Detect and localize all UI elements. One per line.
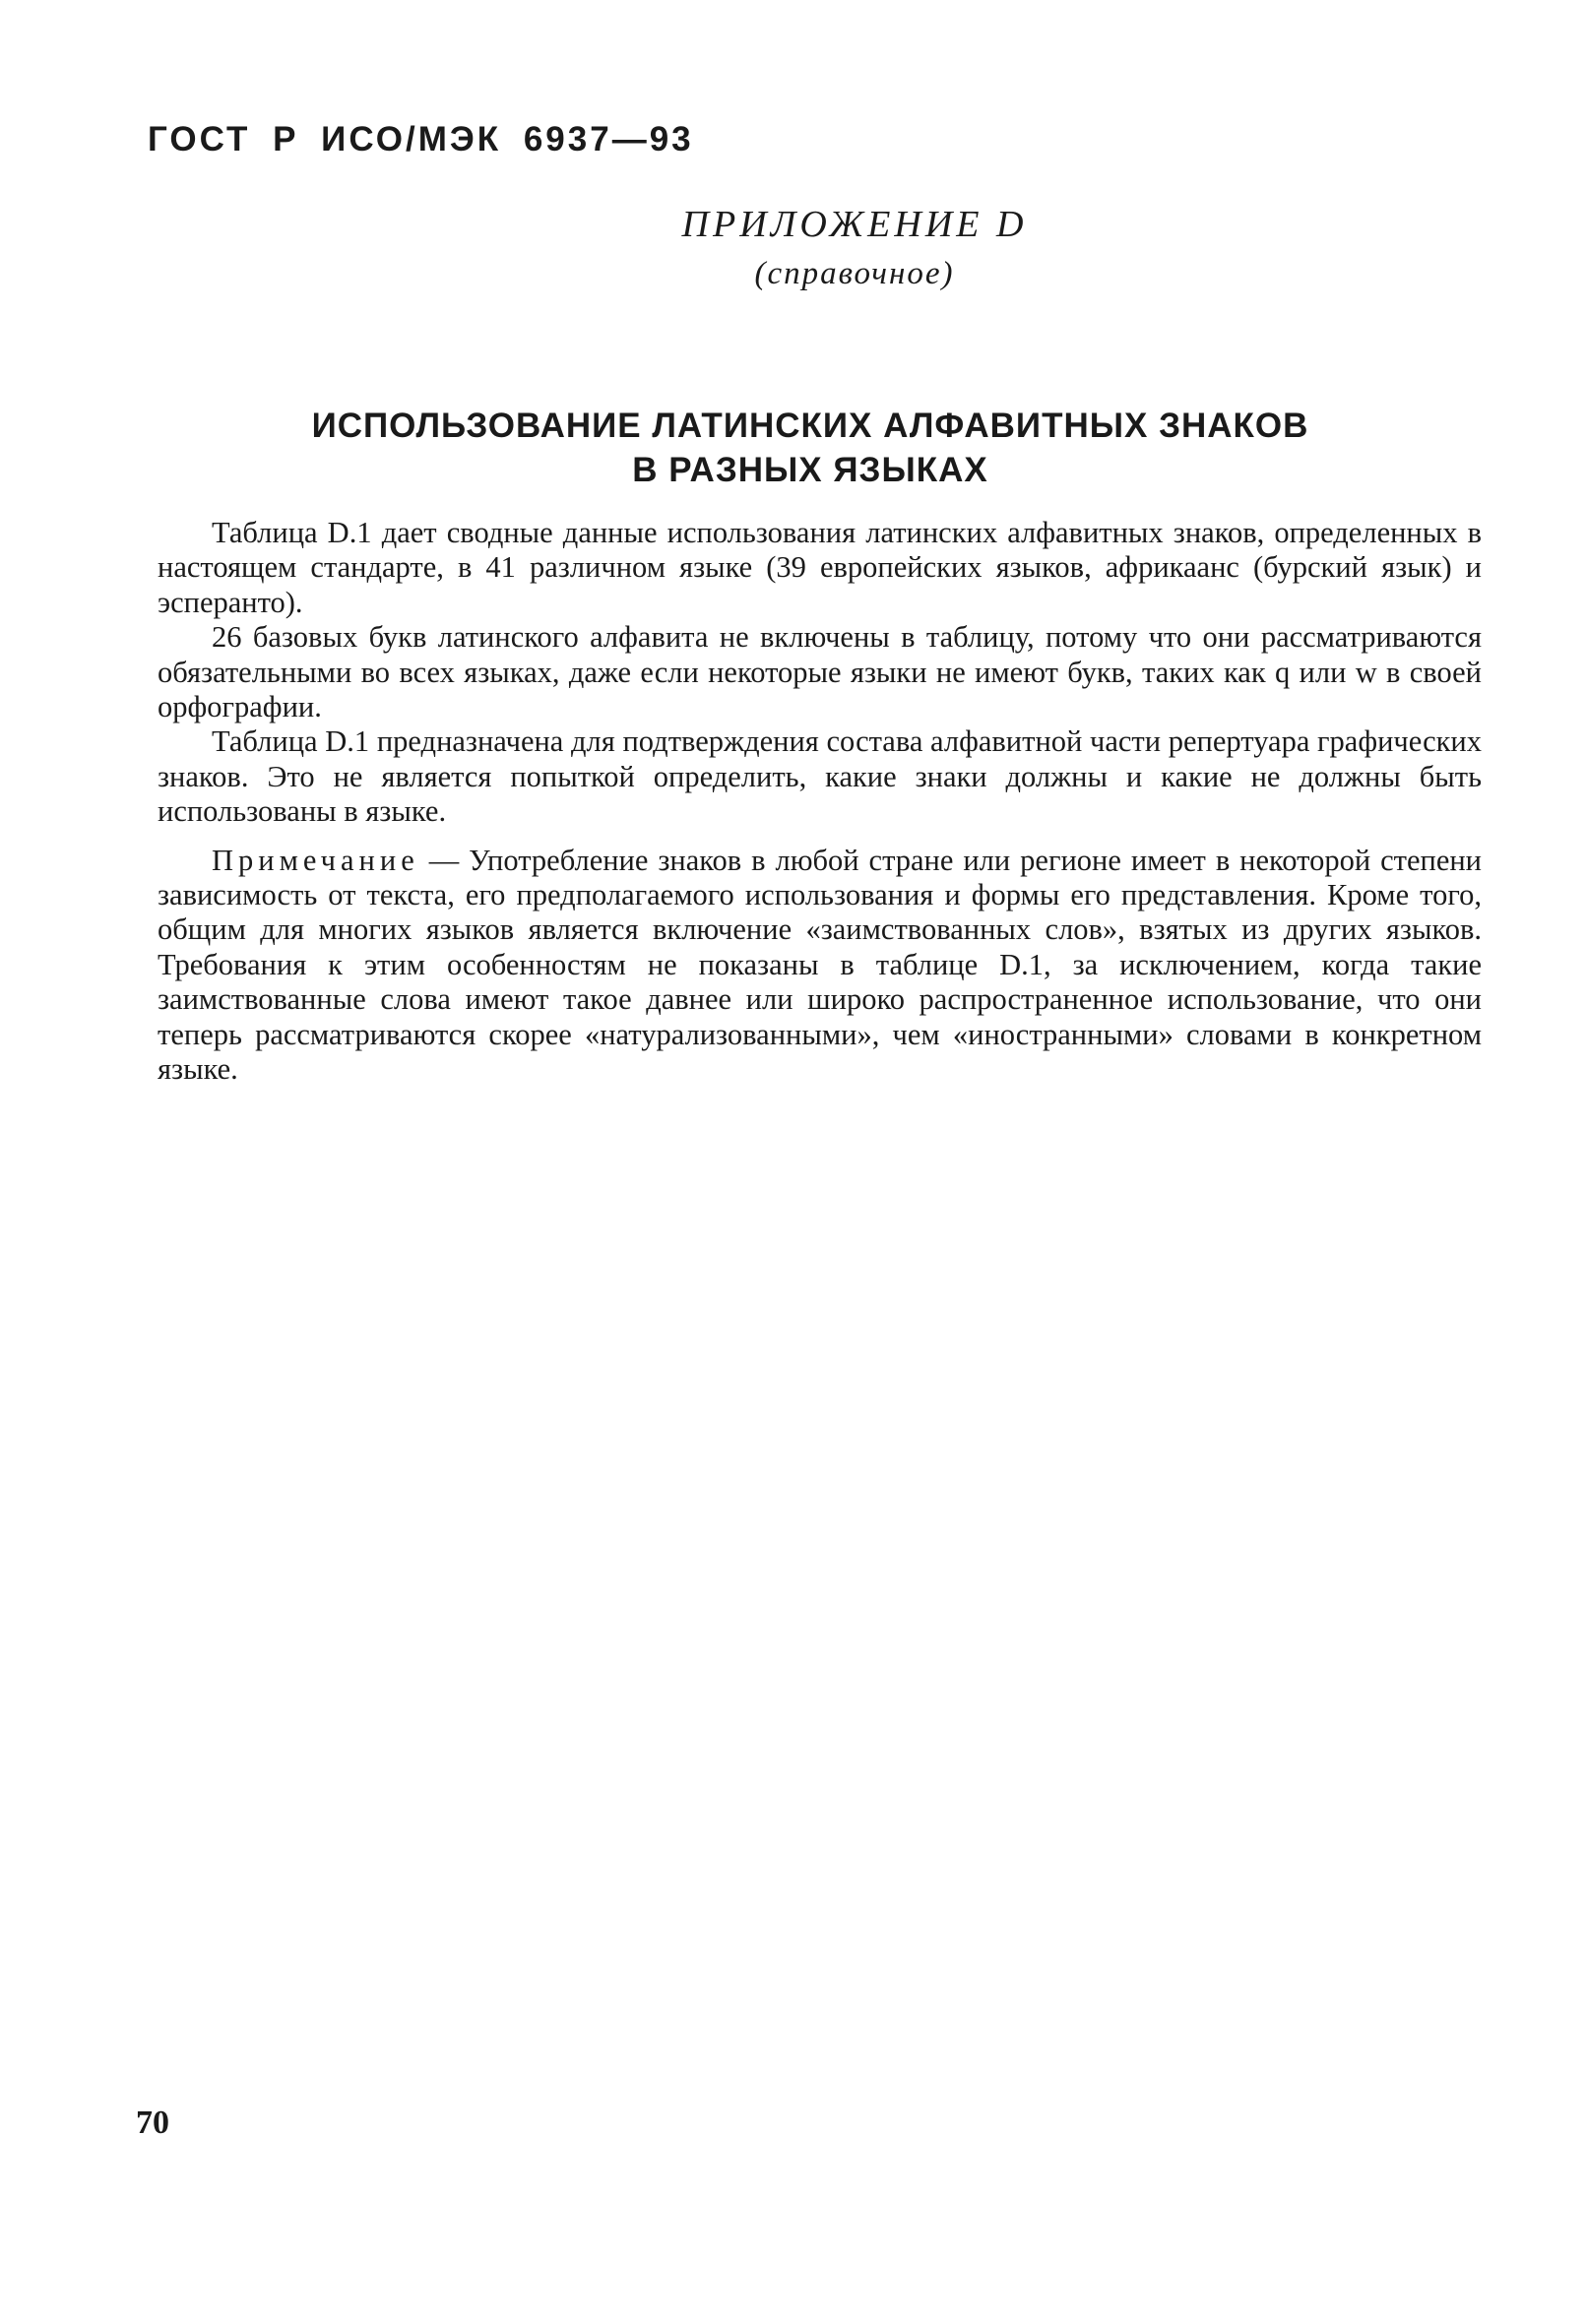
body-text [158,516,1482,1088]
note-paragraph [158,844,1482,1088]
paragraph: 26 базовых букв латинского алфавита не включены в таблицу, потому что они рассматриваются обязательными во всех языках, даже если некоторые языки не имеют букв, таких как q или w в своей орфографии. [158,620,1482,724]
paragraph: Таблица D.1 предназначена для подтверждения состава алфавитной части репертуара графических знаков. Это не является попыткой определить, какие знаки должны и какие не должны быть использованы в языке. [158,724,1482,829]
appendix-kind: (справочное) [754,256,955,291]
document-title-line-2: В РАЗНЫХ ЯЗЫКАХ [632,451,988,489]
appendix-label: ПРИЛОЖЕНИЕ D [681,204,1028,245]
note-label: Примечание [212,843,419,877]
paragraph: Таблица D.1 дает сводные данные использования латинских алфавитных знаков, определенных в настоящем стандарте, в 41 различном языке (39 европейских языков, африкаанс (бурский язык) и эсперанто). [158,516,1482,619]
page-number: 70 [136,2104,169,2141]
note-text: — Употребление знаков в любой стране или регионе имеет в некоторой степени зависимость от текста, его предполагаемого использования и формы его представления. Кроме того, общим для многих языков является включение «заимствованных слов», взятых из других языков. Требования к этим особенностям не показаны в таблице D.1, за исключением, когда такие заимствованные слова имеют такое давнее или широко распространенное использование, что они теперь рассматриваются скорее «натурализованными», чем «иностранными» словами в конкретном языке. [158,843,1482,1087]
document-title-line-1: ИСПОЛЬЗОВАНИЕ ЛАТИНСКИХ АЛФАВИТНЫХ ЗНАКОВ [311,407,1309,445]
running-header: ГОСТ Р ИСО/МЭК 6937—93 [148,120,694,158]
